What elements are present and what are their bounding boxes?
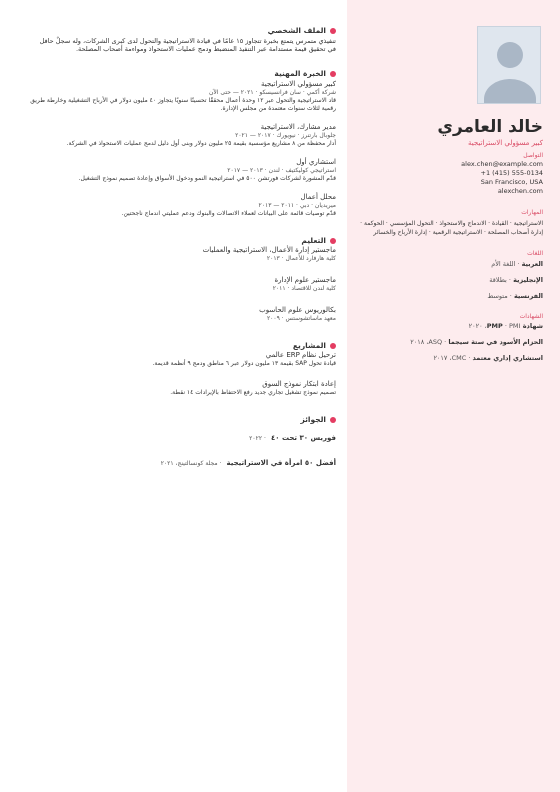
certification-name: شهادة PMP [486, 322, 543, 330]
main-column [30, 26, 336, 479]
job-meta: شركة أكمي · سان فرانسيسكو · ٢٠٢١ — حتى الآن [208, 89, 336, 96]
language-level: بطلاقة [489, 276, 507, 284]
language-name: الإنجليزية [513, 276, 543, 284]
experience-heading [30, 69, 336, 79]
education-heading [30, 236, 336, 246]
project-title: ترحيل نظام ERP عالمي [265, 351, 336, 359]
job-title: محلل أعمال [300, 193, 336, 201]
sidebar [347, 0, 560, 792]
award-title: أفضل ٥٠ امرأة في الاستراتيجية [226, 459, 336, 467]
job-description: قدّم توصيات قائمة على البيانات لعملاء الاتصالات والبنوك ودعم عمليتي اندماج ناجحتين. [121, 210, 336, 217]
skills-heading: المهارات [521, 209, 543, 216]
education-item [30, 246, 336, 263]
certification-name: الحزام الأسود في ستة سيجما [448, 338, 543, 346]
summary-heading [30, 26, 336, 36]
certification-item: شهادة PMP · PMI، ٢٠٢٠ [468, 322, 543, 330]
contact-heading: التواصل [523, 152, 543, 159]
projects-heading [30, 341, 336, 351]
contact-location: San Francisco, USA [480, 178, 543, 186]
experience-item [30, 158, 336, 183]
profile-role: كبير مسؤولي الاستراتيجية [468, 139, 543, 147]
avatar-body-shape [484, 79, 536, 104]
summary-text: تنفيذي متمرس يتمتع بخبرة تتجاوز ١٥ عامًا في قيادة الاستراتيجية والتحول لدى كبرى الشركات، وله سجلٌ حافل في تحقيق قيمة مستدامة عبر التنفيذ المنضبط ودمج عمليات الاستحواذ ومواءمة أصحاب المصلحة. [39, 37, 336, 53]
certification-detail: PMI، ٢٠٢٠ [468, 322, 521, 330]
awards-section [30, 415, 336, 469]
contact-website[interactable]: alexchen.com [497, 187, 543, 195]
degree-title: ماجستير إدارة الأعمال، الاستراتيجية والعمليات [202, 246, 336, 254]
experience-heading-text: الخبرة المهنية [274, 69, 326, 78]
language-item: العربية · اللغة الأم [491, 260, 543, 268]
degree-meta: كلية لندن للاقتصاد · ٢٠١١ [272, 285, 336, 292]
award-meta: مجلة كونسالتينج، ٢٠٢١ [160, 460, 218, 467]
certification-item: الحزام الأسود في ستة سيجما · ASQ، ٢٠١٨ [410, 338, 543, 346]
experience-item [30, 80, 336, 113]
contact-email[interactable]: alex.chen@example.com [461, 160, 543, 168]
projects-heading-text: المشاريع [292, 341, 326, 350]
language-level: اللغة الأم [491, 260, 516, 268]
education-heading-text: التعليم [301, 236, 326, 245]
languages-heading: اللغات [527, 250, 543, 257]
experience-section [30, 69, 336, 218]
job-meta: جلوبال بارتنرز · نيويورك · ٢٠١٧ — ٢٠٢١ [235, 132, 336, 139]
certification-detail: CMC، ٢٠١٧ [433, 354, 467, 362]
job-meta: ميريديان · دبي · ٢٠١١ — ٢٠١٣ [258, 202, 336, 209]
certification-detail: ASQ، ٢٠١٨ [410, 338, 443, 346]
education-item [30, 306, 336, 323]
language-name: الفرنسية [513, 292, 543, 300]
avatar-head-shape [497, 42, 523, 68]
awards-heading-text: الجوائز [300, 415, 326, 424]
degree-meta: كلية هارفارد للأعمال · ٢٠١٣ [266, 255, 336, 262]
avatar-placeholder-icon [477, 26, 541, 104]
award-item: فوربس ٣٠ تحت ٤٠ · ٢٠٢٢ [249, 434, 336, 442]
bullet-dot-icon [330, 238, 336, 244]
certification-item: استشاري إداري معتمد · CMC، ٢٠١٧ [433, 354, 543, 362]
degree-title: بكالوريوس علوم الحاسوب [259, 306, 336, 314]
experience-item [30, 123, 336, 148]
job-title: استشاري أول [296, 158, 336, 166]
certification-name: استشاري إداري معتمد [472, 354, 543, 362]
project-item [30, 351, 336, 368]
experience-item [30, 193, 336, 218]
contact-block [360, 160, 543, 196]
skills-text: الاستراتيجية · القيادة · الاندماج والاستحواذ · التحول المؤسسي · الحوكمة · إدارة أصحاب المصلحة · الاستراتيجية الرقمية · إدارة الأرباح والخسائر [360, 220, 543, 236]
summary-heading-text: الملف الشخصي [267, 26, 326, 35]
education-item [30, 276, 336, 293]
language-name: العربية [521, 260, 543, 268]
degree-meta: معهد ماساتشوستس · ٢٠٠٩ [266, 315, 336, 322]
bullet-dot-icon [330, 417, 336, 423]
project-item [30, 380, 336, 397]
profile-name: خالد العامري [437, 117, 543, 137]
language-item: الفرنسية · متوسط [487, 292, 543, 300]
job-title: مدير مشارك، الاستراتيجية [260, 123, 336, 131]
bullet-dot-icon [330, 71, 336, 77]
job-description: قاد الاستراتيجية والتحول عبر ١٢ وحدة أعمال محققًا تحسينًا سنويًا يتجاوز ٤٠ مليون دولار في الأرباح التشغيلية وخارطة طريق رقمية لثلاث سنوات معتمدة من مجلس الإدارة. [30, 97, 336, 112]
job-description: أدار محفظة من ٨ مشاريع مؤسسية بقيمة ٢٥ مليون دولار وبنى أول دليل لدمج عمليات الاستحواذ في الشركة. [66, 140, 336, 147]
language-item: الإنجليزية · بطلاقة [489, 276, 543, 284]
language-level: متوسط [487, 292, 508, 300]
award-title: فوربس ٣٠ تحت ٤٠ [270, 434, 336, 442]
award-item: أفضل ٥٠ امرأة في الاستراتيجية · مجلة كونسالتينج، ٢٠٢١ [160, 459, 336, 467]
awards-heading [30, 415, 336, 425]
job-description: قدّم المشورة لشركات فورتشن ٥٠٠ في استراتيجية النمو ودخول الأسواق وإعادة تصميم نموذج التشغيل. [78, 175, 336, 182]
job-title: كبير مسؤولي الاستراتيجية [261, 80, 336, 88]
projects-section [30, 341, 336, 397]
degree-title: ماجستير علوم الإدارة [274, 276, 336, 284]
summary-section [30, 26, 336, 53]
bullet-dot-icon [330, 343, 336, 349]
certifications-heading: الشهادات [519, 313, 543, 320]
education-section [30, 236, 336, 323]
bullet-dot-icon [330, 28, 336, 34]
contact-phone[interactable]: +1 (415) 555-0134 [480, 169, 543, 177]
project-title: إعادة ابتكار نموذج السوق [262, 380, 336, 388]
project-description: قيادة تحول SAP بقيمة ١٣ مليون دولار عبر ٦ مناطق ودمج ٩ أنظمة قديمة. [152, 360, 336, 367]
job-meta: استراتيجي كوليكتيف · لندن · ٢٠١٣ — ٢٠١٧ [227, 167, 336, 174]
project-description: تصميم نموذج تشغيل تجاري جديد رفع الاحتفاظ بالإيرادات ١٤ نقطة. [170, 389, 336, 396]
award-meta: ٢٠٢٢ [249, 435, 263, 442]
